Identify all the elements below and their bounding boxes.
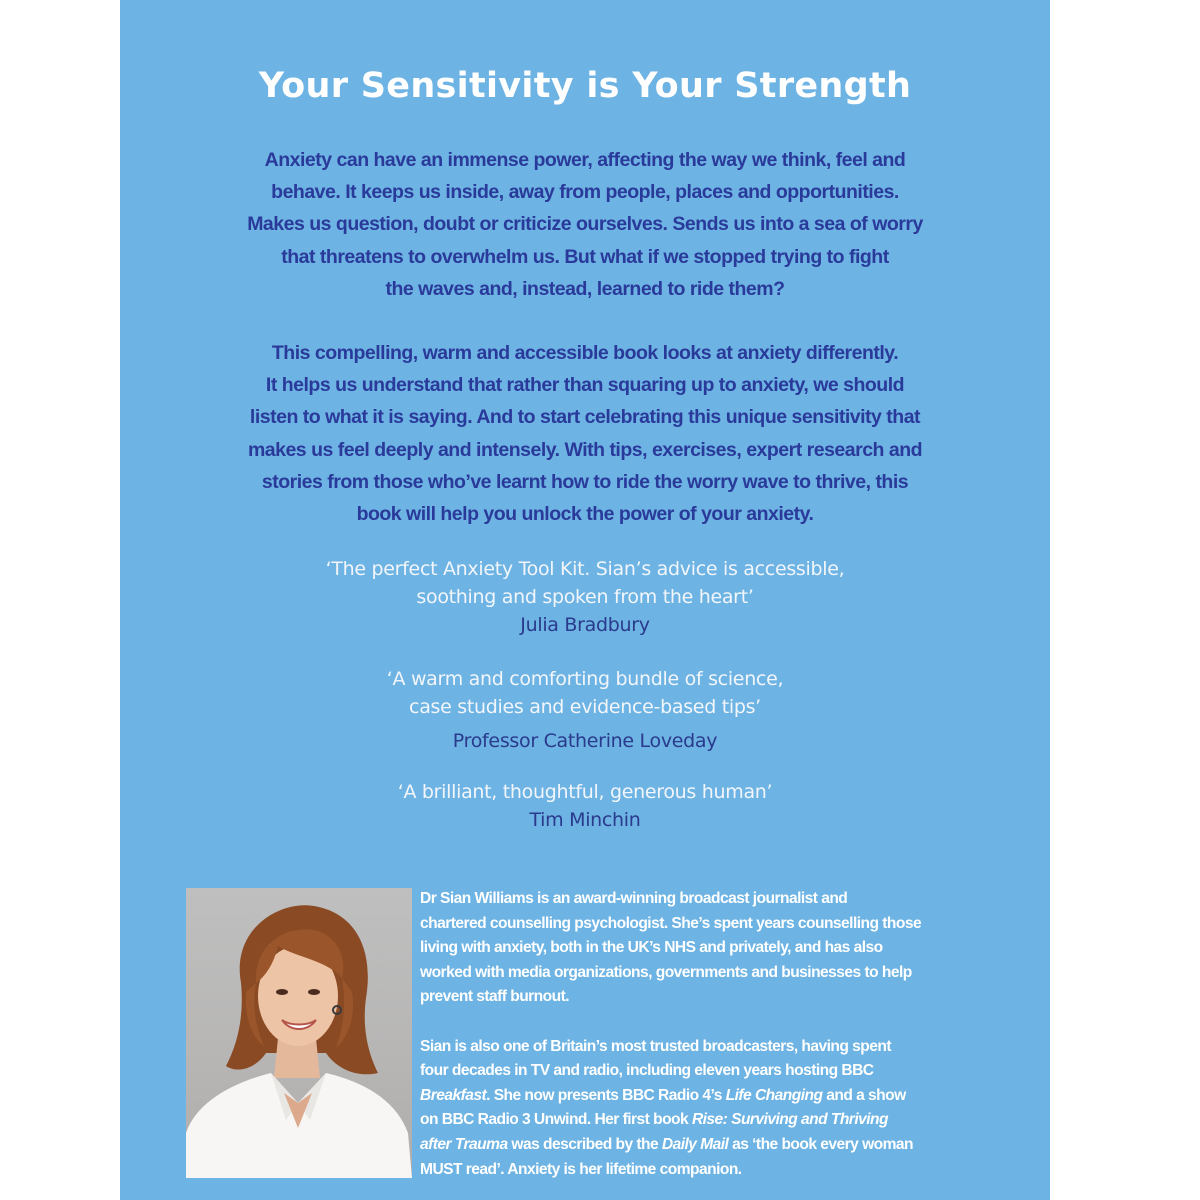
bio-italic: Breakfast [420, 1086, 487, 1104]
author-bio [420, 887, 965, 1182]
bio-line: chartered counselling psychologist. She’s spent years counselling those [420, 914, 922, 932]
endorsement-quote: soothing and spoken from the heart’ [416, 586, 754, 608]
bio-line: four decades in TV and radio, including eleven years hosting BBC [420, 1062, 874, 1080]
bio-line: prevent staff burnout. [420, 988, 570, 1006]
back-cover [120, 0, 1050, 1200]
endorsement-author: Tim Minchin [529, 809, 641, 831]
bio-line: Sian is also one of Britain’s most trusted broadcasters, having spent [420, 1037, 891, 1055]
endorsement-author: Julia Bradbury [520, 614, 650, 636]
bio-line: Dr Sian Williams is an award-winning broadcast journalist and [420, 890, 848, 907]
endorsement-catherine-loveday [120, 665, 1050, 755]
blurb-line: behave. It keeps us inside, away from people, places and opportunities. [271, 181, 899, 204]
blurb-line: that threatens to overwhelm us. But what if we stopped trying to fight [281, 245, 889, 268]
blurb-line: book will help you unlock the power of your anxiety. [356, 503, 814, 526]
bio-italic: Life Changing [725, 1086, 823, 1104]
endorsement-author: Professor Catherine Loveday [452, 730, 718, 752]
bio-italic: Daily Mail [661, 1135, 729, 1153]
bio-paragraph-2 [420, 1035, 965, 1183]
bio-text: on BBC Radio 3 Unwind. Her first book [420, 1111, 692, 1129]
blurb-line: It helps us understand that rather than squaring up to anxiety, we should [265, 374, 905, 397]
endorsement-quote: ‘The perfect Anxiety Tool Kit. Sian’s advice is accessible, [325, 558, 845, 580]
endorsement-quote: ‘A brilliant, thoughtful, generous human’ [397, 781, 773, 803]
blurb-line: stories from those who’ve learnt how to ride the worry wave to thrive, this [261, 470, 909, 493]
blurb-line: the waves and, instead, learned to ride them? [385, 277, 785, 300]
book-title: Your Sensitivity is Your Strength [258, 66, 912, 106]
blurb-paragraph-2 [215, 337, 955, 530]
bio-italic: after Trauma [420, 1135, 508, 1153]
blurb-line: listen to what it is saying. And to start celebrating this unique sensitivity that [249, 406, 921, 429]
bio-line [420, 1084, 965, 1109]
blurb-line: This compelling, warm and accessible book looks at anxiety differently. [271, 342, 899, 364]
author-photo [186, 888, 412, 1178]
bio-text: . She now presents BBC Radio 4’s [486, 1086, 726, 1104]
endorsement-julia-bradbury [120, 555, 1050, 639]
blurb-line: Makes us question, doubt or criticize ourselves. Sends us into a sea of worry [247, 213, 923, 236]
endorsement-tim-minchin [120, 778, 1050, 834]
bio-text: and a show [822, 1086, 906, 1104]
bio-line: worked with media organizations, governments and businesses to help [420, 963, 912, 981]
endorsement-quote: ‘A warm and comforting bundle of science, [386, 668, 784, 690]
bio-paragraph-1 [420, 887, 965, 1010]
blurb-line: makes us feel deeply and intensely. With tips, exercises, expert research and [247, 438, 923, 461]
author-portrait-icon [186, 888, 412, 1178]
bio-text: as ‘the book every woman [728, 1135, 914, 1153]
bio-line [420, 1108, 965, 1133]
bio-line [420, 1133, 965, 1158]
blurb-paragraph-1 [215, 144, 955, 305]
endorsement-quote: case studies and evidence-based tips’ [409, 696, 761, 718]
bio-text: was described by the [507, 1135, 662, 1153]
bio-line: living with anxiety, both in the UK’s NHS and privately, and has also [420, 939, 883, 957]
blurb-line: Anxiety can have an immense power, affecting the way we think, feel and [264, 149, 906, 171]
bio-italic: Rise: Surviving and Thriving [691, 1111, 888, 1129]
bio-line: MUST read’. Anxiety is her lifetime companion. [420, 1160, 742, 1178]
